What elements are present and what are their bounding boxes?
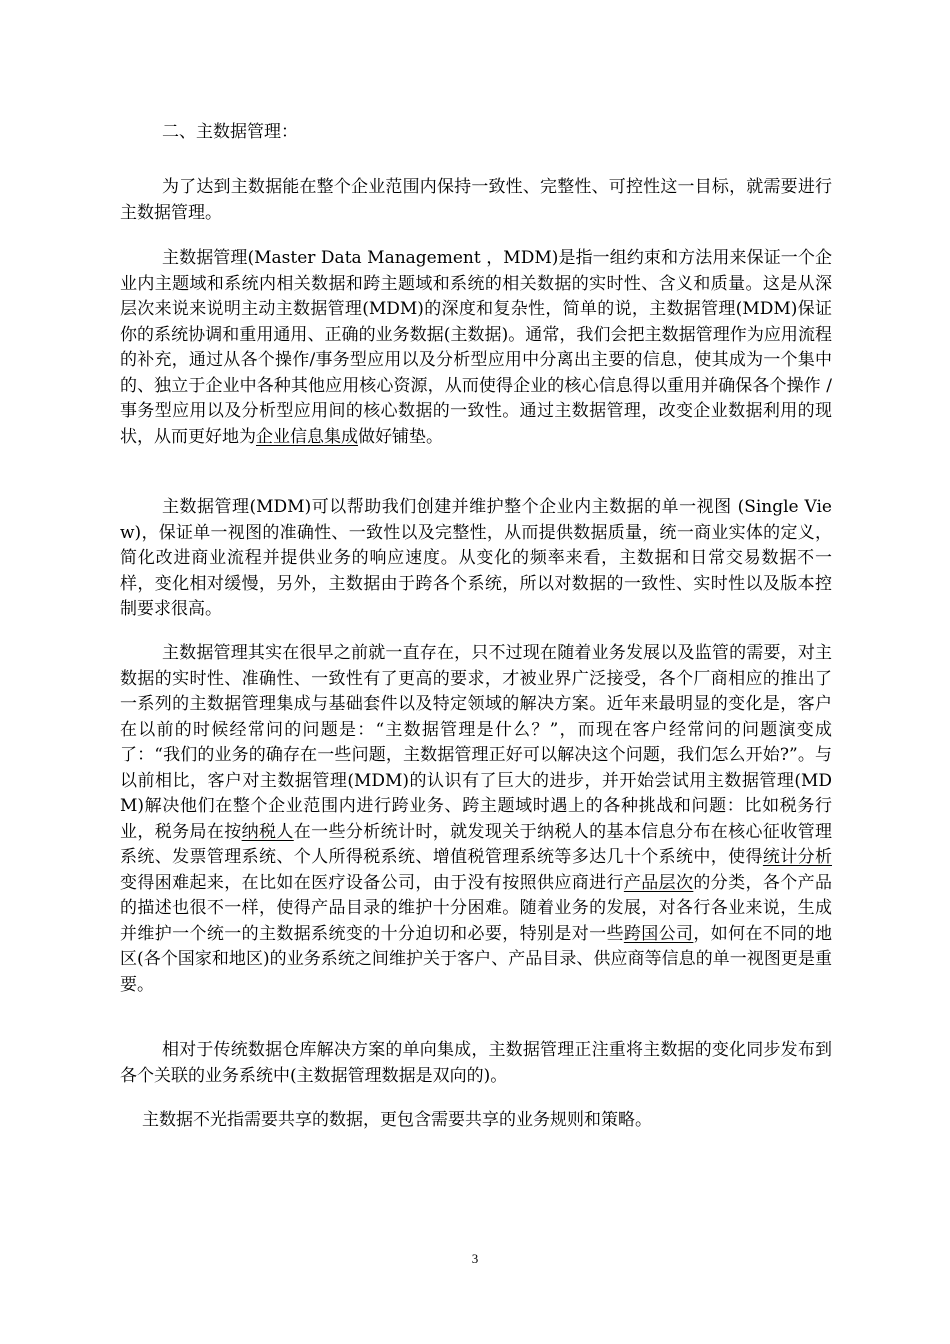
page-number: 3 xyxy=(471,1251,479,1266)
link-enterprise-info-integration[interactable]: 企业信息集成 xyxy=(256,426,358,447)
paragraph-goal: 为了达到主数据能在整个企业范围内保持一致性、完整性、可控性这一目标，就需要进行主数据管理。 xyxy=(120,177,832,223)
paragraph-single-view: 主数据管理(MDM)可以帮助我们创建并维护整个企业内主数据的单一视图 (Single View)，保证单一视图的准确性、一致性以及完整性，从而提供数据质量，统一商业实体的定义，简化改进商业流程并提供业务的响应速度。从变化的频率来看，主数据和日常交易数据不一样，变化相对缓慢，另外，主数据由于跨各个系统，所以对数据的一致性、实时性以及版本控制要求很高。 xyxy=(120,497,832,619)
paragraph-mdm-history xyxy=(120,641,832,998)
link-statistical-analysis[interactable]: 统计分析 xyxy=(762,847,832,867)
paragraph-business-rules: 主数据不光指需要共享的数据，更包含需要共享的业务规则和策略。 xyxy=(142,1110,652,1130)
paragraph-text: 变得困难起来，在比如在医疗设备公司，由于没有按照供应商进行 xyxy=(120,872,624,893)
link-product-hierarchy[interactable]: 产品层次 xyxy=(623,872,694,893)
paragraph-text: 主数据管理其实在很早之前就一直存在，只不过现在随着业务发展以及监管的需要，对主数据的实时性、准确性、一致性有了更高的要求，才被业界广泛接受，各个厂商相应的推出了一系列的主数据管理集成与基础套件以及特定领域的解决方案。近年来最明显的变化是，客户在以前的时候经常问的问题是：“主数据管理是什么？”，而现在客户经常问的问题演变成了：“我们的业务的确存在一些问题，主数据管理正好可以解决这个问题，我们怎么开始?”。与以前相比，客户对主数据管理(MDM)的认识有了巨大的进步，并开始尝试用主数据管理(MDM)解决他们在整个企业范围内进行跨业务、跨主题域时遇上的各种挑战和问题：比如税务行业，税务局在按 xyxy=(120,643,832,842)
section-heading: 二、主数据管理： xyxy=(162,122,298,142)
link-taxpayer[interactable]: 纳税人 xyxy=(241,821,294,842)
paragraph-text: 做好铺垫。 xyxy=(358,426,443,447)
paragraph-bidirectional: 相对于传统数据仓库解决方案的单向集成，主数据管理正注重将主数据的变化同步发布到各个关联的业务系统中(主数据管理数据是双向的)。 xyxy=(120,1040,832,1086)
link-multinational-company[interactable]: 跨国公司 xyxy=(623,923,694,944)
paragraph-text: 的分类，各个产品的描述也很不一样，使得产品目录的维护十分困难。随着业务的发展，对各行各业来说，生成并维护一个统一的主数据系统变的十分迫切和必要，特别是对一些 xyxy=(120,872,832,944)
paragraph-text: 主数据管理(Master Data Management ，MDM)是指一组约束和方法用来保证一个企业内主题域和系统内相关数据和跨主题域和系统的相关数据的实时性、含义和质量。这是从深层次来说来说明主动主数据管理(MDM)的深度和复杂性，简单的说，主数据管理(MDM)保证你的系统协调和重用通用、正确的业务数据(主数据)。通常，我们会把主数据管理作为应用流程的补充，通过从各个操作/事务型应用以及分析型应用中分离出主要的信息，使其成为一个集中的、独立于企业中各种其他应用核心资源，从而使得企业的核心信息得以重用并确保各个操作 /事务型应用以及分析型应用间的核心数据的一致性。通过主数据管理，改变企业数据利用的现状，从而更好地为 xyxy=(120,248,832,447)
paragraph-text: ，如何在不同的地区(各个国家和地区)的业务系统之间维护关于客户、产品目录、供应商等信息的单一视图更是重要。 xyxy=(120,923,832,995)
paragraph-text: 在一些分析统计时，就发现关于纳税人的基本信息分布在核心征收管理系统、发票管理系统、个人所得税系统、增值税管理系统等多达几十个系统中，使得 xyxy=(120,821,832,867)
paragraph-mdm-definition xyxy=(120,246,832,450)
